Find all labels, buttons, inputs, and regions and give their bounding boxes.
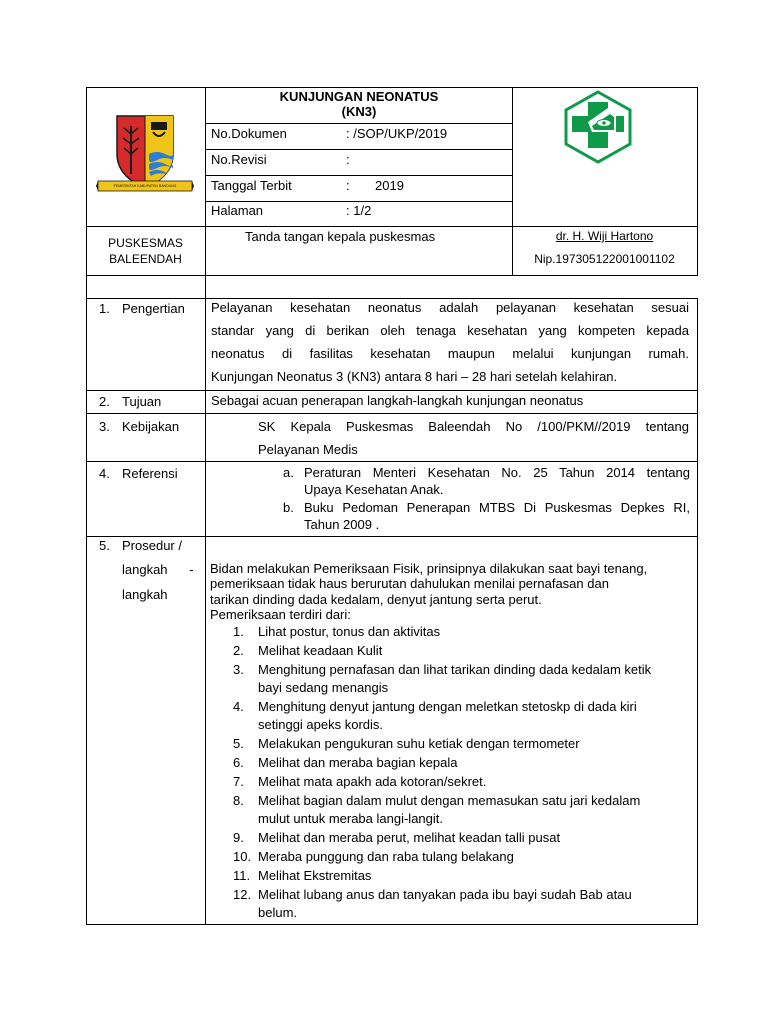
referensi-line: Tahun 2009 . <box>304 517 380 532</box>
halaman-value: : 1/2 <box>346 203 372 218</box>
step-number: 1. <box>233 624 244 639</box>
pengertian-line: Kunjungan Neonatus 3 (KN3) antara 8 hari – 28 hari setelah kelahiran. <box>211 369 618 384</box>
puskesmas-logo <box>558 86 638 166</box>
referensi-marker: a. <box>283 465 294 480</box>
step-text: Melakukan pengukuran suhu ketiak dengan termometer <box>258 736 580 751</box>
section-label-referensi: Referensi <box>122 466 178 481</box>
kebijakan-line: SK Kepala Puskesmas Baleendah No /100/PKM//2019 tentang <box>258 419 689 434</box>
tanggal-terbit-value: 2019 <box>375 178 404 193</box>
step-text: Menghitung denyut jantung dengan meletkan stetoskp di dada kiri <box>258 699 637 714</box>
step-number: 3. <box>233 662 244 677</box>
halaman-label: Halaman <box>211 203 264 218</box>
puskesmas-name-line1: PUSKESMAS <box>108 236 183 250</box>
step-number: 4. <box>233 699 244 714</box>
step-text: Melihat lubang anus dan tanyakan pada ibu bayi sudah Bab atau <box>258 887 632 902</box>
kabupaten-crest-logo <box>96 110 194 196</box>
referensi-marker: b. <box>283 500 294 515</box>
step-text: Lihat postur, tonus dan aktivitas <box>258 624 441 639</box>
step-text: Melihat keadaan Kulit <box>258 643 383 658</box>
step-text: Menghitung pernafasan dan lihat tarikan dinding dada kedalam ketik <box>258 662 652 677</box>
section-label-pengertian: Pengertian <box>122 301 185 316</box>
section-number: 1. <box>99 301 110 316</box>
tanggal-terbit-colon: : <box>346 178 350 193</box>
referensi-line: Buku Pedoman Penerapan MTBS Di Puskesmas Depkes RI, <box>304 500 690 515</box>
step-number: 2. <box>233 643 244 658</box>
pengertian-line: Pelayanan kesehatan neonatus adalah pelayanan kesehatan sesuai <box>211 300 689 315</box>
referensi-line: Peraturan Menteri Kesehatan No. 25 Tahun 2014 tentang <box>304 465 690 480</box>
prosedur-intro-line: Pemeriksaan terdiri dari: <box>210 607 351 622</box>
prosedur-intro-line: pemeriksaan tidak haus berurutan dahulukan menilai pernafasan dan <box>210 576 609 591</box>
tanggal-terbit-label: Tanggal Terbit <box>211 178 292 193</box>
puskesmas-name-line2: BALEENDAH <box>109 252 182 266</box>
step-text: Meraba punggung dan raba tulang belakang <box>258 849 514 864</box>
section-label-tujuan: Tujuan <box>122 394 162 409</box>
step-text: mulut untuk meraba langi-langit. <box>258 811 443 826</box>
kebijakan-line: Pelayanan Medis <box>258 442 358 457</box>
step-text: setinggi apeks kordis. <box>258 717 384 732</box>
section-number: 3. <box>99 419 110 434</box>
signer-name: dr. H. Wiji Hartono <box>555 229 654 243</box>
pengertian-line: standar yang di berikan oleh tenaga kesehatan yang kompeten kepada <box>211 323 689 338</box>
no-revisi-label: No.Revisi <box>211 152 267 167</box>
section-label-prosedur: Prosedur / <box>122 538 182 553</box>
section-number: 2. <box>99 394 110 409</box>
step-text: Melihat dan meraba perut, melihat keadan talli pusat <box>258 830 561 845</box>
pengertian-line: neonatus di fasilitas kesehatan maupun melalui kunjungan rumah. <box>211 346 689 361</box>
section-number: 4. <box>99 466 110 481</box>
signature-label: Tanda tangan kepala puskesmas <box>245 229 436 244</box>
document-title-line1: KUNJUNGAN NEONATUS <box>279 89 439 104</box>
section-label-kebijakan: Kebijakan <box>122 419 180 434</box>
step-text: belum. <box>258 905 298 920</box>
no-revisi-value: : <box>346 152 350 167</box>
step-text: Melihat Ekstremitas <box>258 868 372 883</box>
signer-nip: Nip.197305122001001102 <box>534 252 675 266</box>
step-number: 9. <box>233 830 244 845</box>
section-number: 5. <box>99 538 110 553</box>
step-number: 11. <box>233 868 251 883</box>
step-text: Melihat dan meraba bagian kepala <box>258 755 458 770</box>
prosedur-intro-line: Bidan melakukan Pemeriksaan Fisik, prinsipnya dilakukan saat bayi tenang, <box>210 561 648 576</box>
crest-ribbon-text: PEMERINTAH KABUPATEN BANDUNG <box>113 184 177 188</box>
step-number: 6. <box>233 755 244 770</box>
step-number: 7. <box>233 774 244 789</box>
document-title-line2: (KN3) <box>341 104 377 119</box>
step-number: 8. <box>233 793 244 808</box>
no-dokumen-value: : /SOP/UKP/2019 <box>346 126 448 141</box>
step-text: Melihat mata apakh ada kotoran/sekret. <box>258 774 487 789</box>
no-dokumen-label: No.Dokumen <box>211 126 287 141</box>
section-label-prosedur: langkah <box>122 587 168 602</box>
step-number: 10. <box>233 849 252 864</box>
section-label-prosedur: langkah - <box>122 562 194 577</box>
referensi-line: Upaya Kesehatan Anak. <box>304 482 444 497</box>
step-number: 12. <box>233 887 252 902</box>
step-text: bayi sedang menangis <box>258 680 389 695</box>
prosedur-intro-line: tarikan dinding dada kedalam, denyut jantung serta perut. <box>210 592 542 607</box>
step-number: 5. <box>233 736 244 751</box>
step-text: Melihat bagian dalam mulut dengan memasukan satu jari kedalam <box>258 793 641 808</box>
tujuan-text: Sebagai acuan penerapan langkah-langkah kunjungan neonatus <box>211 393 584 408</box>
